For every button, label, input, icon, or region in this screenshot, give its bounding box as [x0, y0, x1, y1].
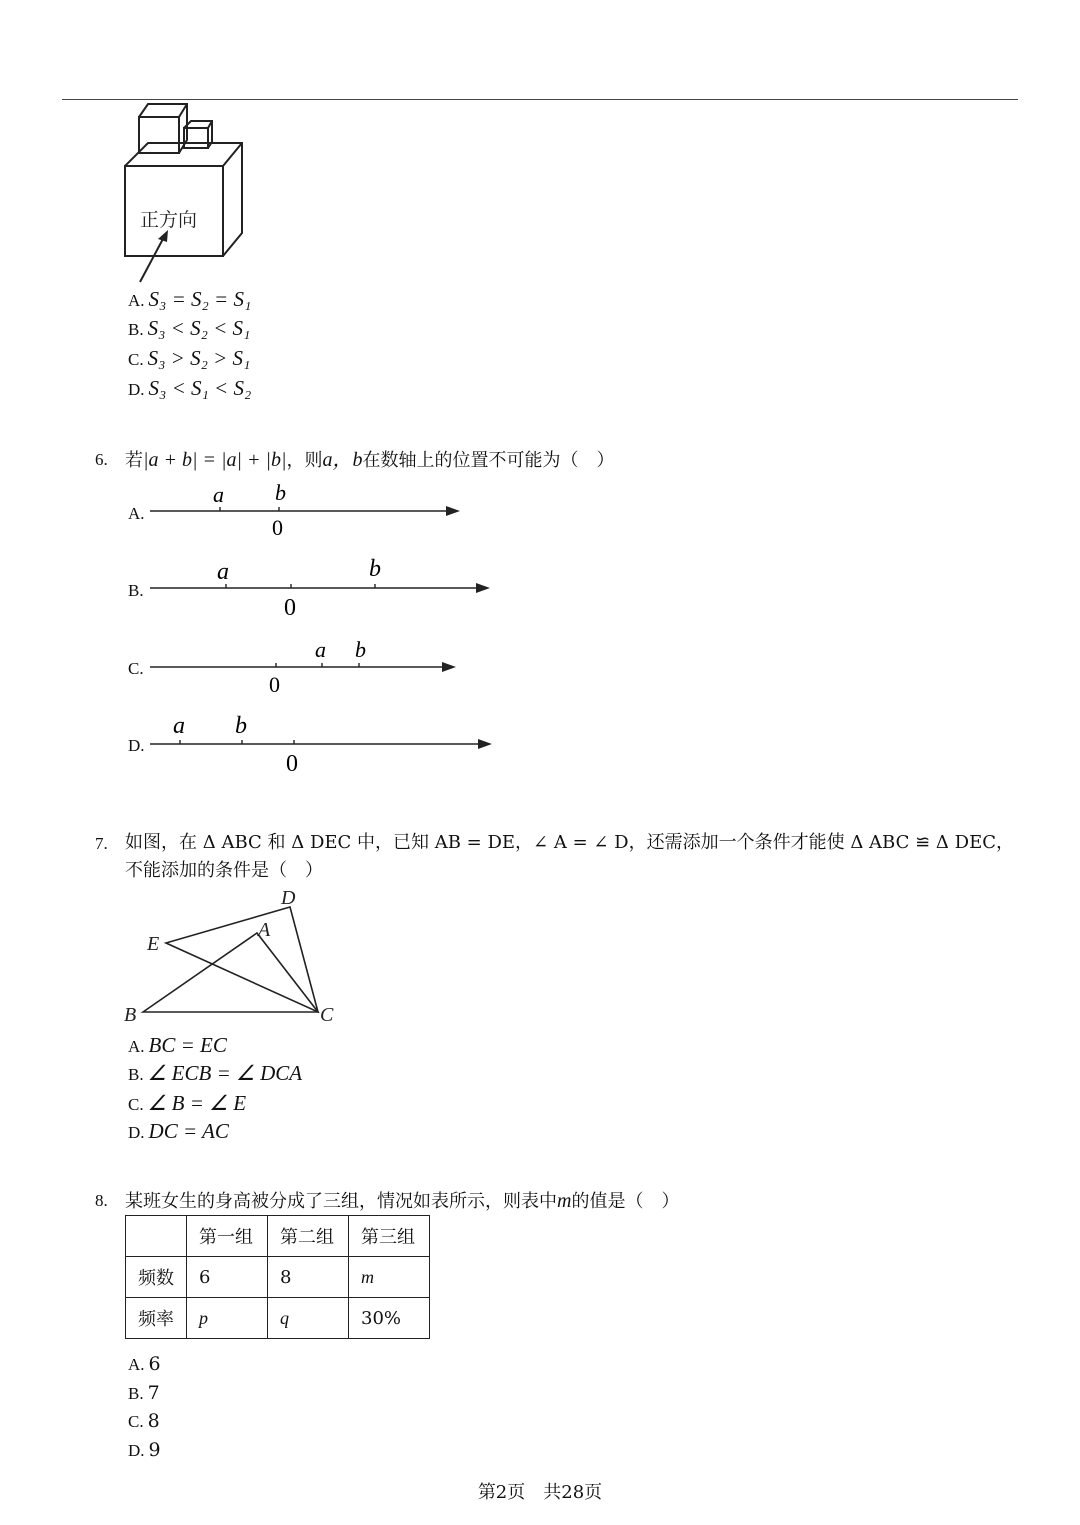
q5-option-d-label: D.: [128, 380, 145, 399]
point-a-label: A: [258, 919, 271, 941]
q8-option-d-label: D.: [128, 1441, 145, 1460]
q5-option-c[interactable]: [128, 347, 250, 371]
q5-option-b-expr: S₃ < S₂ < S₁: [147, 316, 251, 340]
q7-stem-line1: 如图，在 Δ ABC 和 Δ DEC 中，已知 AB = DE，∠ A = ∠ D，还需添加一个条件才能使 Δ ABC ≌ Δ DEC，: [125, 832, 1014, 853]
q8-option-d[interactable]: [128, 1439, 161, 1462]
q8-option-a-label: A.: [128, 1355, 145, 1374]
frequency-table: [125, 1215, 430, 1339]
q8-stem-text: 某班女生的身高被分成了三组，情况如表所示，则表中: [125, 1191, 557, 1212]
q5-option-c-label: C.: [128, 350, 144, 369]
q7-option-b[interactable]: [128, 1062, 302, 1086]
q8-stem-suffix: 的值是（ ）: [571, 1191, 680, 1212]
q7-option-a-expr: BC = EC: [148, 1033, 227, 1057]
q7-option-c-label: C.: [128, 1095, 144, 1114]
q8-option-b-value: 7: [147, 1382, 160, 1404]
q6-stem: [125, 446, 614, 475]
q6-number: 6.: [95, 450, 108, 469]
q6-d-mark-b: b: [235, 713, 247, 739]
q7-option-d-label: D.: [128, 1123, 145, 1142]
point-e-label: E: [147, 933, 160, 955]
q6-d-mark-a: a: [173, 713, 185, 739]
table-header-row: [126, 1216, 430, 1257]
q7-stem-line2: 不能添加的条件是（ ）: [125, 860, 323, 881]
q6-b-mark-zero: 0: [284, 595, 296, 621]
q6-a-mark-a: a: [213, 482, 224, 507]
q6-c-mark-b: b: [355, 637, 366, 662]
q7-option-c[interactable]: [128, 1092, 246, 1116]
q5-option-b-label: B.: [128, 320, 144, 339]
q6-number-line-b[interactable]: [148, 552, 498, 622]
q7-option-c-expr: ∠ B = ∠ E: [147, 1091, 247, 1115]
table-cell: m: [349, 1257, 430, 1298]
q8-option-b[interactable]: [128, 1382, 160, 1405]
q6-stem-mid: ，则: [286, 450, 323, 471]
table-cell: p: [187, 1298, 268, 1339]
q6-b-mark-b: b: [369, 556, 381, 582]
q6-stem-vars: a，b: [322, 449, 363, 471]
q6-number-line-a[interactable]: [148, 478, 468, 540]
q6-stem-prefix: 若: [125, 450, 143, 471]
page-footer: 第2页 共28页: [477, 1482, 603, 1503]
q7-option-d[interactable]: [128, 1120, 229, 1144]
q6-option-b-label[interactable]: B.: [128, 581, 144, 600]
q7-option-a[interactable]: [128, 1034, 227, 1058]
q8-option-a-value: 6: [148, 1353, 161, 1375]
q6-a-mark-b: b: [275, 480, 286, 505]
q6-number-line-d[interactable]: [148, 708, 500, 778]
q6-option-c-label[interactable]: C.: [128, 659, 144, 678]
table-header-cell: 第三组: [349, 1216, 430, 1257]
q5-option-b[interactable]: [128, 317, 250, 341]
q8-option-b-label: B.: [128, 1384, 144, 1403]
q6-stem-suffix: 在数轴上的位置不可能为（ ）: [362, 450, 615, 471]
cube-stack-figure: [118, 100, 248, 288]
q5-option-a-label: A.: [128, 291, 145, 310]
q5-option-a[interactable]: [128, 288, 251, 312]
table-cell: 频数: [126, 1257, 187, 1298]
q6-c-mark-zero: 0: [269, 672, 280, 697]
q8-option-c-value: 8: [147, 1410, 160, 1432]
q6-d-mark-zero: 0: [286, 751, 298, 777]
q8-stem: [125, 1187, 679, 1216]
point-d-label: D: [281, 887, 296, 909]
q7-option-b-label: B.: [128, 1065, 144, 1084]
q6-stem-math: |a + b| = |a| + |b|: [143, 449, 287, 471]
q6-a-mark-zero: 0: [272, 515, 283, 540]
q8-option-d-value: 9: [148, 1439, 161, 1461]
q8-option-c-label: C.: [128, 1412, 144, 1431]
figure-direction-label: 正方向: [140, 209, 198, 231]
q6-option-a-label[interactable]: A.: [128, 504, 145, 523]
table-row: [126, 1298, 430, 1339]
q7-number: 7.: [95, 834, 108, 853]
q8-option-c[interactable]: [128, 1410, 160, 1433]
point-b-label: B: [124, 1004, 137, 1026]
q7-option-b-expr: ∠ ECB = ∠ DCA: [147, 1061, 303, 1085]
q5-option-c-expr: S₃ > S₂ > S₁: [147, 346, 251, 370]
q6-b-mark-a: a: [217, 559, 229, 585]
q5-option-a-expr: S₃ = S₂ = S₁: [148, 287, 252, 311]
q7-option-a-label: A.: [128, 1037, 145, 1056]
table-header-cell: 第二组: [268, 1216, 349, 1257]
q6-option-d-label[interactable]: D.: [128, 736, 145, 755]
q8-option-a[interactable]: [128, 1353, 161, 1376]
q5-option-d-expr: S₃ < S₁ < S₂: [148, 376, 252, 400]
table-cell: 30%: [349, 1298, 430, 1339]
q5-option-d[interactable]: [128, 377, 251, 401]
q7-option-d-expr: DC = AC: [148, 1119, 229, 1143]
table-row: [126, 1257, 430, 1298]
table-cell: 频率: [126, 1298, 187, 1339]
point-c-label: C: [320, 1004, 334, 1026]
table-cell: 6: [187, 1257, 268, 1298]
q8-stem-var: m: [557, 1190, 572, 1212]
table-header-cell: 第一组: [187, 1216, 268, 1257]
q6-c-mark-a: a: [315, 637, 326, 662]
q8-number: 8.: [95, 1191, 108, 1210]
table-header-cell: [126, 1216, 187, 1257]
q6-number-line-c[interactable]: [148, 636, 468, 698]
q7-triangle-figure: [118, 884, 348, 1026]
table-cell: q: [268, 1298, 349, 1339]
table-cell: 8: [268, 1257, 349, 1298]
